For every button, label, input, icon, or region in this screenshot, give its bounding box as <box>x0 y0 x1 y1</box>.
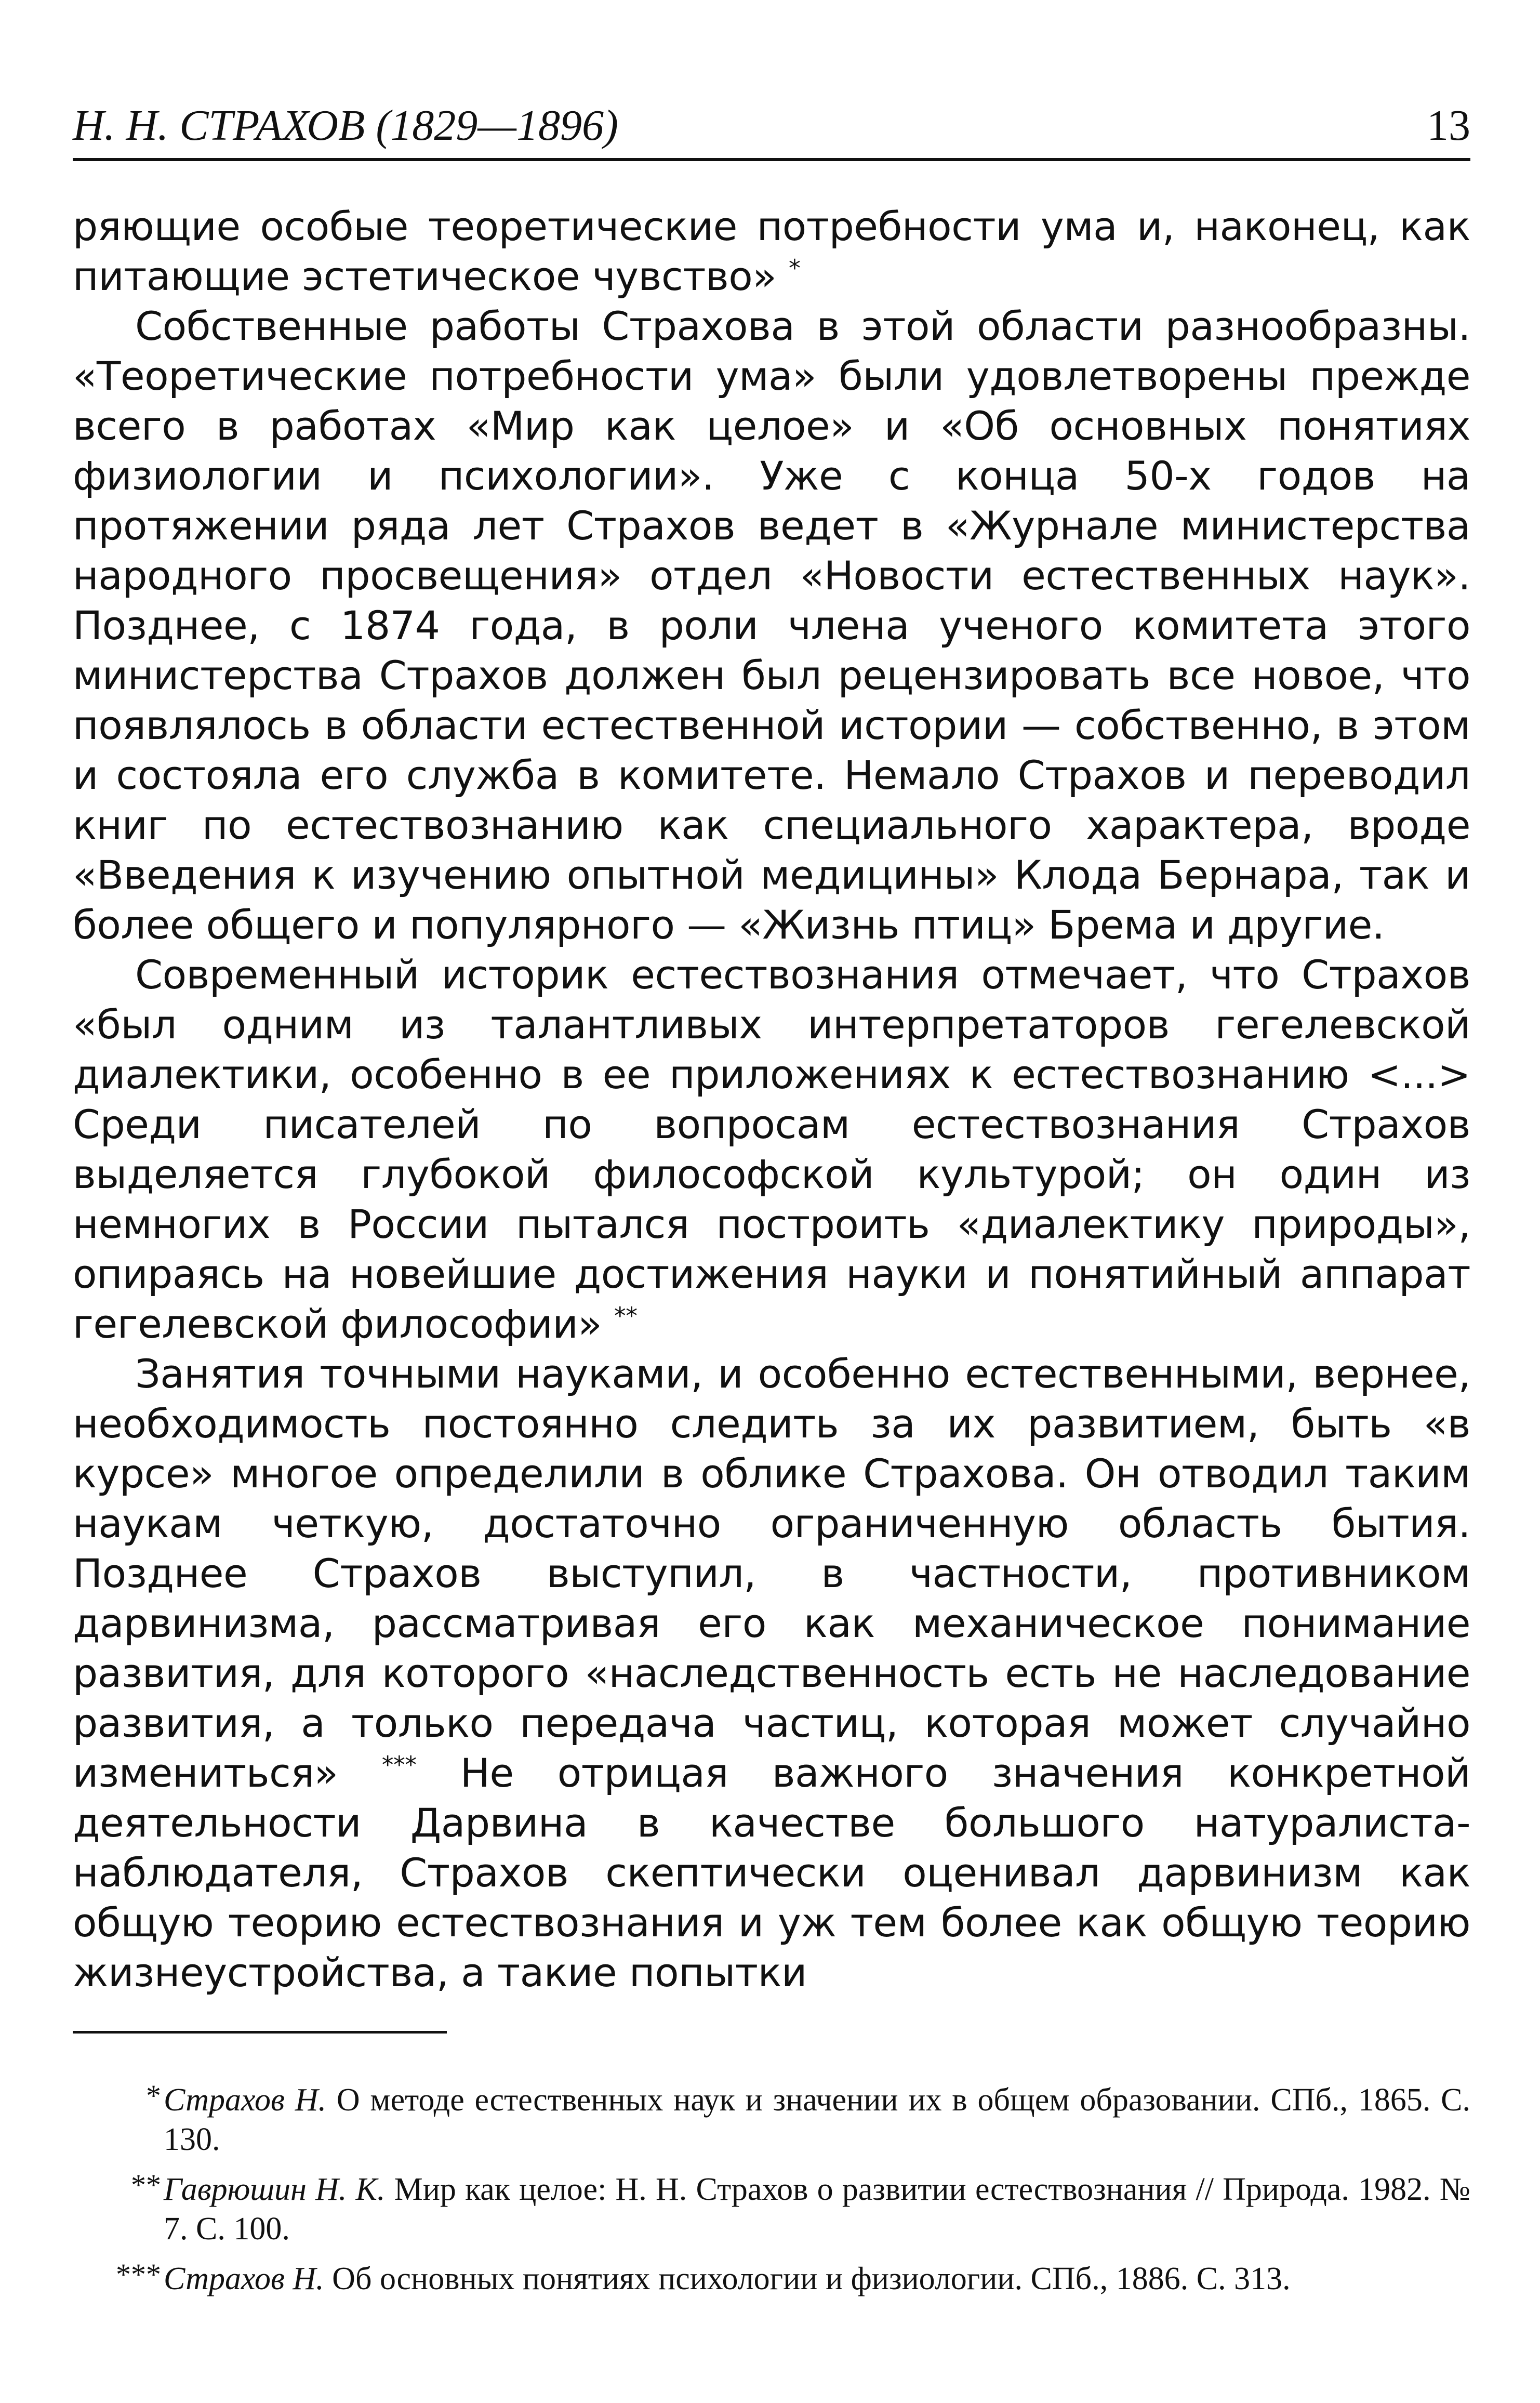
footnote-2-author: Гаврюшин Н. К. <box>164 2172 386 2207</box>
footnote-2-text: Мир как целое: Н. Н. Страхов о развитии естествознания // Природа. 1982. № 7. С. 100. <box>164 2172 1470 2247</box>
footnote-3-mark: *** <box>116 2257 161 2291</box>
book-page <box>73 101 1471 2309</box>
paragraph-1-text: ряющие особые теоретические потребности ума и, наконец, как питающие эстетическое чувство» <box>73 203 1470 299</box>
footnote-1-author: Страхов Н. <box>164 2082 326 2118</box>
footnote-1-mark: * <box>146 2079 161 2112</box>
paragraph-4-text-a: Занятия точными науками, и особенно естественными, вернее, необходимость постоянно следить за их развитием, быть «в курсе» многое определили в облике Страхова. Он отводил таким наукам четкую, достаточно ограниченную область бытия. Позднее Страхов выступил, в частности, противником дарвинизма, рассматривая его как механическое понимание развития, для которого «наследственность есть не наследование развития, а только передача частиц, которая может случайно измениться» <box>73 1351 1470 1796</box>
paragraph-1 <box>73 202 1470 301</box>
footnotes <box>73 2080 1470 2299</box>
footnote-ref-1: * <box>788 254 801 282</box>
footnote-ref-3: *** <box>381 1751 417 1779</box>
paragraph-3-text: Современный историк естествознания отмечает, что Страхов «был одним из талантливых интерпретаторов гегелевской диалектики, особенно в ее приложениях к естествознанию <...> Среди писателей по вопросам естествознания Страхов выделяется глубокой философской культурой; он один из немногих в России пытался построить «диалектику природы», опираясь на новейшие достижения науки и понятийный аппарат гегелевской философии» <box>73 952 1470 1347</box>
page-number: 13 <box>1427 101 1470 150</box>
footnote-ref-2: ** <box>614 1302 638 1330</box>
running-header <box>73 101 1470 161</box>
footnote-2 <box>73 2170 1470 2249</box>
footnote-1-text: О методе естественных наук и значении их в общем образовании. СПб., 1865. С. 130. <box>164 2082 1471 2157</box>
footnote-2-mark: ** <box>131 2168 161 2202</box>
main-text <box>73 202 1470 1998</box>
footnote-divider <box>73 2031 447 2034</box>
paragraph-3 <box>73 950 1470 1349</box>
footnote-3-author: Страхов Н. <box>164 2261 324 2296</box>
paragraph-2: Собственные работы Страхова в этой области разнообразны. «Теоретические потребности ума» были удовлетворены прежде всего в работах «Мир как целое» и «Об основных понятиях физиологии и психологии». Уже с конца 50-х годов на протяжении ряда лет Страхов ведет в «Журнале министерства народного просвещения» отдел «Новости естественных наук». Позднее, с 1874 года, в роли члена ученого комитета этого министерства Страхов должен был рецензировать все новое, что появлялось в области естественной истории — собственно, в этом и состояла его служба в комитете. Немало Страхов и переводил книг по естествознанию как специального характера, вроде «Введения к изучению опытной медицины» Клода Бернара, так и более общего и популярного — «Жизнь птиц» Брема и другие. <box>73 303 1470 948</box>
paragraph-4 <box>73 1349 1470 1998</box>
footnote-3-text: Об основных понятиях психологии и физиологии. СПб., 1886. С. 313. <box>332 2261 1291 2296</box>
running-title: Н. Н. СТРАХОВ (1829—1896) <box>73 101 618 150</box>
paragraph-4-text-b: Не отрицая важного значения конкретной деятельности Дарвина в качестве большого натуралиста-наблюдателя, Страхов скептически оценивал дарвинизм как общую теорию естествознания и уж тем более как общую теорию жизнеустройства, а такие попытки <box>73 1750 1470 1996</box>
footnote-1 <box>73 2080 1470 2159</box>
footnote-3 <box>73 2259 1470 2299</box>
